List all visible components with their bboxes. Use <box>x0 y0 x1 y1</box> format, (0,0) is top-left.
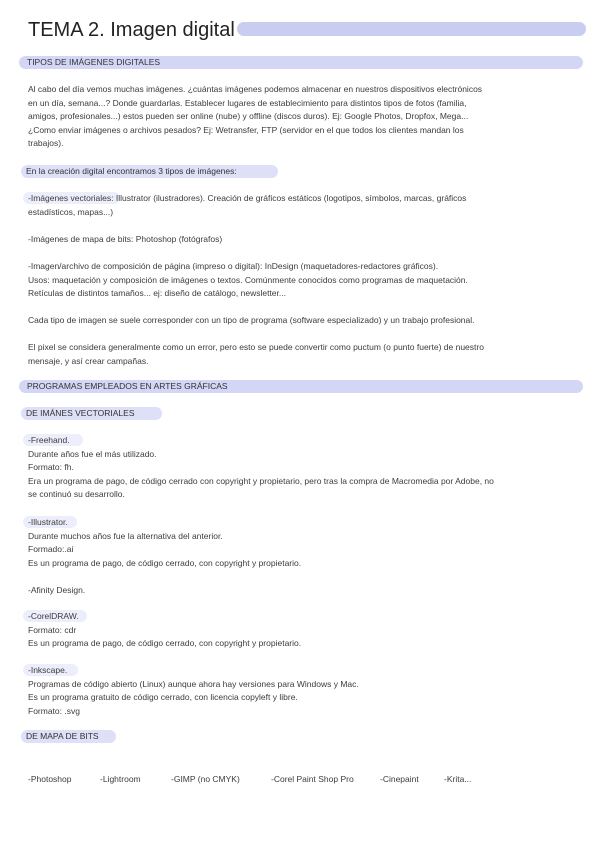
inkscape-line: Programas de código abierto (Linux) aunque ahora hay versiones para Windows y Mac. <box>28 678 359 689</box>
coreldraw-block <box>28 610 578 651</box>
section-header-tipos <box>19 56 583 69</box>
inkscape-line: Es un programa gratuito de código cerrado, con licencia copyleft y libre. <box>28 692 298 702</box>
affinity-name: -Afinity Design. <box>28 585 86 595</box>
illustrator-line: Formado:.ai <box>28 544 74 554</box>
inkscape-block <box>28 664 578 718</box>
composicion-paragraph <box>28 260 578 301</box>
vectoriales-line: estadísticos, mapas...) <box>28 206 114 217</box>
bitmap-program-photoshop: -Photoshop <box>28 774 72 784</box>
intro-line: en un día, semana...? Donde guardarlas. Establecer lugares de establecimiento para distintos tipos de fotos (familia, <box>28 97 467 108</box>
sub-header-vectoriales: DE IMÁNES VECTORIALES <box>26 408 135 418</box>
composicion-line: -Imagen/archivo de composición de página (impreso o digital): InDesign (maquetadores-redactores gráficos). <box>28 261 439 271</box>
composicion-line: Retículas de distintos tamaños... ej: diseño de catálogo, newsletter... <box>28 288 286 298</box>
freehand-block <box>28 434 578 502</box>
illustrator-line: Durante muchos años fue la alternativa del anterior. <box>28 530 223 541</box>
freehand-line: se continuó su desarrollo. <box>28 489 125 499</box>
pixel-line: El pixel se considera generalmente como un error, pero esto se puede convertir como puctum (o punto fuerte) de nuestro <box>28 342 484 352</box>
bitmap-program-cinepaint: -Cinepaint <box>380 774 419 784</box>
coreldraw-line: Es un programa de pago, de código cerrado, con copyright y propietario. <box>28 638 302 648</box>
pixel-paragraph <box>28 341 578 368</box>
tres-tipos-heading-pill <box>21 165 278 178</box>
intro-line: Al cabo del día vemos muchas imágenes. ¿cuántas imágenes podemos almacenar en nuestros dispositivos electrónicos <box>28 84 483 94</box>
sub-header-vectoriales-pill <box>21 407 162 420</box>
title-decoration-bar <box>237 22 586 36</box>
inkscape-name: -Inkscape. <box>28 665 68 675</box>
bitmap-program-lightroom: -Lightroom <box>100 774 141 784</box>
pixel-line: mensaje, y así crear campañas. <box>28 355 149 366</box>
section-header-programas <box>19 380 583 393</box>
intro-line: ¿Como enviar imágenes o archivos pesados? Ej: Wetransfer, FTP (servidor en el que todos los clientes mandan los <box>28 124 464 135</box>
sub-header-mapa-bits: DE MAPA DE BITS <box>26 731 99 741</box>
freehand-line: Era un programa de pago, de código cerrado con copyright y propietario, pero tras la compra de Macromedia por Adobe, no <box>28 475 494 486</box>
illustrator-name: -Illustrator. <box>28 517 68 527</box>
composicion-line: Usos: maquetación y composición de imágenes o textos. Comúnmente conocidos como programas de maquetación. <box>28 274 468 285</box>
illustrator-line: Es un programa de pago, de código cerrado, con copyright y propietario. <box>28 557 302 568</box>
bitmap-program-gimp: -GIMP (no CMYK) <box>171 774 240 784</box>
sub-header-mapa-bits-pill <box>21 730 116 743</box>
freehand-line: Durante años fue el más utilizado. <box>28 448 157 459</box>
bitmap-program-corel-paint-shop-pro: -Corel Paint Shop Pro <box>271 774 354 784</box>
cada-tipo-line: Cada tipo de imagen se suele corresponder con un tipo de programa (software especializado) y un trabajo profesional. <box>28 315 475 325</box>
title-row <box>28 18 588 44</box>
mapa-bits-line: -Imágenes de mapa de bits: Photoshop (fotógrafos) <box>28 234 223 244</box>
inkscape-line: Formato: .svg <box>28 705 80 716</box>
freehand-line: Formato: fh. <box>28 462 74 472</box>
page-title: TEMA 2. Imagen digital <box>28 19 235 41</box>
intro-line: amigos, profesionales...) estos pueden ser online (nube) y offline (discos duros). Ej: Google Photos, Dropfox, Mega... <box>28 111 469 121</box>
intro-paragraph <box>28 83 578 151</box>
bitmap-program-krita: -Krita... <box>444 774 472 784</box>
illustrator-block <box>28 516 578 570</box>
bitmap-programs-row <box>28 772 588 786</box>
vectoriales-line: -Imágenes vectoriales: Illustrator (ilustradores). Creación de gráficos estáticos (logotipos, símbolos, marcas, gráficos <box>28 193 467 203</box>
freehand-name: -Freehand. <box>28 435 70 445</box>
intro-line: trabajos). <box>28 138 64 148</box>
coreldraw-line: Formato: cdr <box>28 624 77 635</box>
tres-tipos-heading: En la creación digital encontramos 3 tipos de imágenes: <box>26 166 237 176</box>
coreldraw-name: -CorelDRAW. <box>28 611 79 621</box>
section-header-tipos-label: TIPOS DE IMÁGENES DIGITALES <box>27 57 161 67</box>
vectoriales-paragraph <box>28 192 578 219</box>
section-header-programas-label: PROGRAMAS EMPLEADOS EN ARTES GRÁFICAS <box>27 381 228 391</box>
